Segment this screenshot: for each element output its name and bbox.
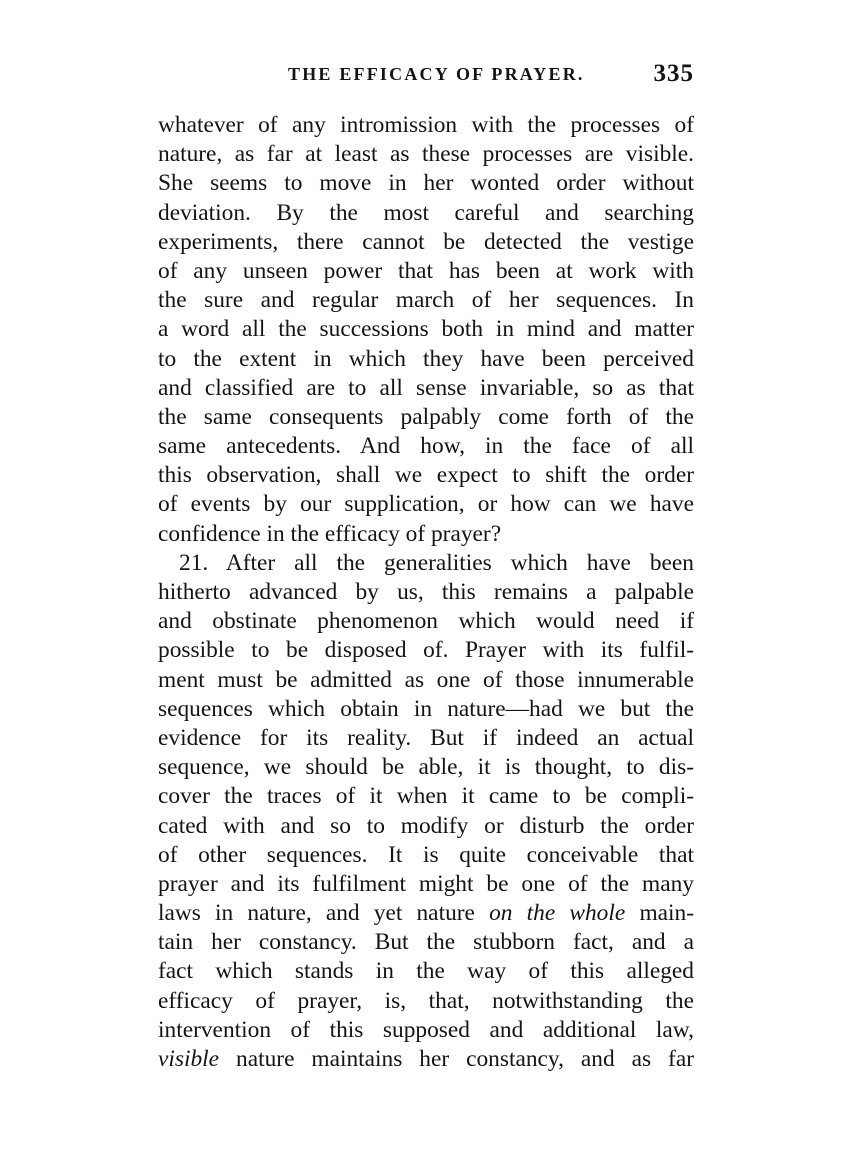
text-line: confidence in the efficacy of prayer?	[158, 520, 502, 547]
text-line: ment must be admitted as one of those innumerable	[158, 666, 694, 693]
text-run: main-	[639, 900, 694, 927]
text-line: cover the traces of it when it came to be compli-	[158, 783, 694, 810]
text-line: of events by our supplication, or how can we have	[158, 491, 694, 518]
text-line: intervention of this supposed and additional law,	[158, 1016, 694, 1043]
text-line: experiments, there cannot be detected the vestige	[158, 228, 694, 255]
text-line: to the extent in which they have been perceived	[158, 345, 694, 372]
text-line: the sure and regular march of her sequences. In	[158, 287, 694, 314]
text-line: deviation. By the most careful and searching	[158, 199, 694, 226]
text-line: same antecedents. And how, in the face of all	[158, 433, 694, 460]
text-line: fact which stands in the way of this alleged	[158, 958, 694, 985]
text-line: 21. After all the generalities which have been	[179, 549, 694, 576]
text-line: the same consequents palpably come forth of the	[158, 403, 694, 430]
italic-text: on the whole	[489, 900, 626, 927]
text-run: laws in nature, and yet nature	[158, 900, 475, 927]
text-line: this observation, shall we expect to shift the order	[158, 462, 694, 489]
text-line	[158, 899, 694, 928]
running-head	[158, 62, 694, 92]
text-line: tain her constancy. But the stubborn fact, and a	[158, 929, 694, 956]
text-line	[158, 1045, 694, 1074]
text-line: prayer and its fulfilment might be one of the many	[158, 870, 694, 897]
text-line: sequences which obtain in nature—had we but the	[158, 695, 694, 722]
text-line: nature, as far at least as these processes are visible.	[158, 141, 694, 168]
text-line: of any unseen power that has been at work with	[158, 257, 694, 284]
text-line: of other sequences. It is quite conceivable that	[158, 841, 694, 868]
body-text	[158, 111, 694, 1074]
text-line: evidence for its reality. But if indeed an actual	[158, 724, 694, 751]
text-line: hitherto advanced by us, this remains a palpable	[158, 579, 694, 605]
text-line: sequence, we should be able, it is thought, to dis-	[158, 754, 694, 781]
text-line: whatever of any intromission with the processes of	[158, 112, 694, 138]
text-line: a word all the successions both in mind and matter	[158, 316, 694, 343]
text-line: efficacy of prayer, is, that, notwithstanding the	[158, 987, 694, 1014]
text-line: and obstinate phenomenon which would need if	[158, 608, 694, 635]
text-line: and classified are to all sense invariable, so as that	[158, 374, 694, 401]
text-run: nature maintains her constancy, and as far	[236, 1046, 694, 1072]
text-line: possible to be disposed of. Prayer with its fulfil-	[158, 637, 694, 664]
text-line: cated with and so to modify or disturb the order	[158, 812, 694, 839]
text-line: She seems to move in her wonted order without	[158, 170, 694, 197]
page-number: 335	[653, 60, 694, 87]
running-title: THE EFFICACY OF PRAYER.	[288, 64, 585, 84]
italic-text: visible	[158, 1046, 220, 1072]
